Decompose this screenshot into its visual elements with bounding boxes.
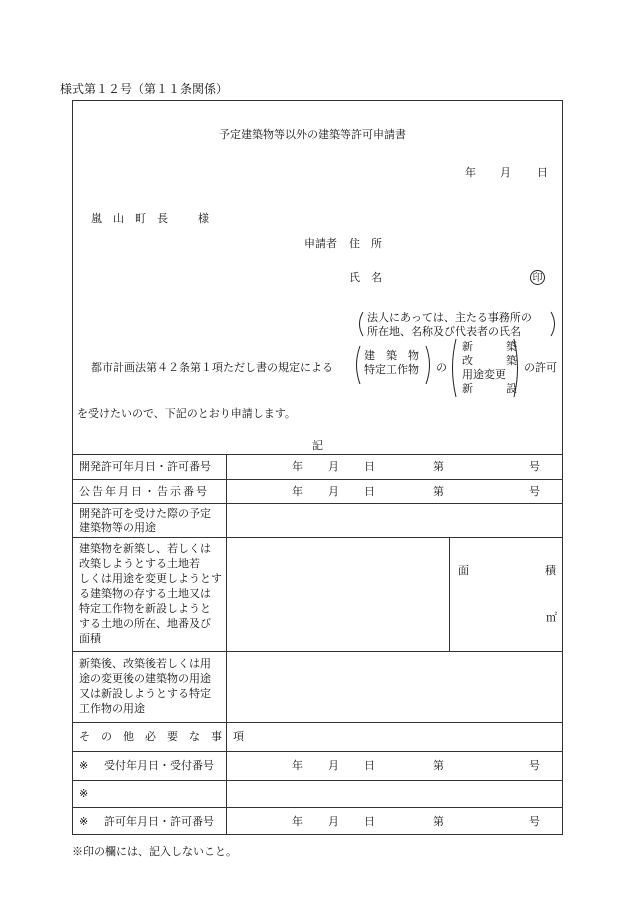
object-building: 建 築 物 [364, 349, 419, 362]
table-row-border [72, 503, 563, 504]
new-use-line: 工作物の用途 [79, 702, 145, 715]
table-column-border [226, 454, 227, 835]
permit-year: 年 [292, 815, 303, 828]
receipt-mark: ※ [79, 759, 89, 772]
statement-suffix: の許可 [524, 361, 557, 374]
addressee-name: 嵐 山 町 長 [91, 212, 168, 225]
location-line: る建築物の存する土地又は [79, 587, 211, 600]
receipt-month: 月 [328, 759, 339, 772]
receipt-year: 年 [292, 759, 303, 772]
location-line: 改築しようとする土地若 [79, 557, 200, 570]
table-row-border [72, 751, 563, 752]
location-line: する土地の所在、地番及び [79, 617, 211, 630]
seal-mark: 印 [530, 270, 545, 285]
dev-permit-dai: 第 [433, 460, 444, 473]
ki-heading: 記 [312, 439, 323, 452]
applicant-name-label: 氏 名 [349, 271, 382, 284]
form-number: 様式第１２号（第１１条関係） [60, 82, 229, 96]
note-right-paren [549, 311, 559, 337]
action-reconstruction: 改 築 [462, 354, 517, 367]
area-label-right: 積 [545, 564, 556, 577]
objects-left-paren [352, 345, 362, 385]
location-line: 建築物を新築し、若しくは [79, 542, 211, 555]
new-use-label [79, 656, 211, 716]
notice-day: 日 [364, 485, 375, 498]
table-row-border [72, 537, 563, 538]
dev-permit-year: 年 [292, 460, 303, 473]
actions-left-paren [448, 338, 458, 398]
corporate-note-line: 法人にあっては、主たる事務所の [367, 311, 532, 324]
dev-permit-month: 月 [328, 460, 339, 473]
notice-go: 号 [529, 485, 540, 498]
object-specific-structure: 特定工作物 [364, 363, 419, 376]
notice-month: 月 [328, 485, 339, 498]
location-line: 面積 [79, 632, 101, 645]
receipt-label: 受付年月日・受付番号 [104, 759, 214, 772]
permit-label: 許可年月日・許可番号 [104, 815, 214, 828]
action-new-construction: 新 築 [462, 340, 517, 353]
planned-use-line: 建築物等の用途 [79, 521, 156, 534]
table-row-border [72, 807, 563, 808]
dev-permit-go: 号 [529, 460, 540, 473]
action-new-installation: 新 設 [462, 382, 517, 395]
statement-particle: の [436, 361, 447, 374]
permit-dai: 第 [433, 815, 444, 828]
action-change-of-use: 用途変更 [462, 368, 506, 381]
note-left-paren [355, 311, 365, 337]
corporate-note-line: 所在地、名称及び代表者の氏名 [367, 325, 521, 338]
notice-label-text: 公告年月日・告示番号 [79, 485, 209, 498]
form-title: 予定建築物等以外の建築等許可申請書 [219, 128, 406, 141]
planned-use-label [79, 507, 211, 535]
notice-label [79, 486, 221, 497]
applicant-address-label: 住 所 [349, 237, 382, 250]
new-use-line: 途の変更後の建築物の用途 [79, 672, 211, 685]
new-use-line: 新築後、改築後若しくは用 [79, 657, 211, 670]
permit-mark: ※ [79, 815, 89, 828]
action-types [462, 340, 517, 396]
location-line: しくは用途を変更しようとす [79, 572, 222, 585]
permit-go: 号 [529, 815, 540, 828]
permit-month: 月 [328, 815, 339, 828]
table-row-border [72, 780, 563, 781]
location-label [79, 541, 222, 646]
location-line: 特定工作物を新設しようと [79, 602, 211, 615]
footer-note: ※印の欄には、記入しないこと。 [72, 845, 237, 858]
date-year-label: 年 [465, 166, 476, 179]
planned-use-line: 開発許可を受けた際の予定 [79, 507, 211, 520]
objects-right-paren [424, 345, 434, 385]
notice-year: 年 [292, 485, 303, 498]
receipt-dai: 第 [433, 759, 444, 772]
addressee-honorific: 様 [198, 212, 209, 225]
table-row-border [72, 651, 563, 652]
table-row-border [72, 479, 563, 480]
target-objects [364, 349, 419, 377]
other-matters-label: そ の 他 必 要 な 事 項 [79, 730, 244, 743]
area-label-left: 面 [458, 564, 469, 577]
actions-right-paren [512, 338, 522, 398]
dev-permit-day: 日 [364, 460, 375, 473]
new-use-line: 又は新設しようとする特定 [79, 687, 211, 700]
corporate-note [367, 311, 532, 339]
notice-dai: 第 [433, 485, 444, 498]
table-row-border [72, 722, 563, 723]
statement-closing: を受けたいので、下記のとおり申請します。 [77, 407, 296, 420]
applicant-label: 申請者 [304, 237, 337, 250]
date-day-label: 日 [537, 166, 548, 179]
statement-intro: 都市計画法第４２条第１項ただし書の規定による [91, 361, 333, 374]
permit-day: 日 [364, 815, 375, 828]
receipt-go: 号 [529, 759, 540, 772]
receipt-day: 日 [364, 759, 375, 772]
date-month-label: 月 [500, 166, 511, 179]
table-top-border [72, 454, 563, 455]
area-unit: ㎡ [546, 611, 557, 624]
area-column-border [449, 537, 450, 651]
blank-row-mark: ※ [79, 787, 89, 800]
dev-permit-label: 開発許可年月日・許可番号 [79, 460, 211, 473]
